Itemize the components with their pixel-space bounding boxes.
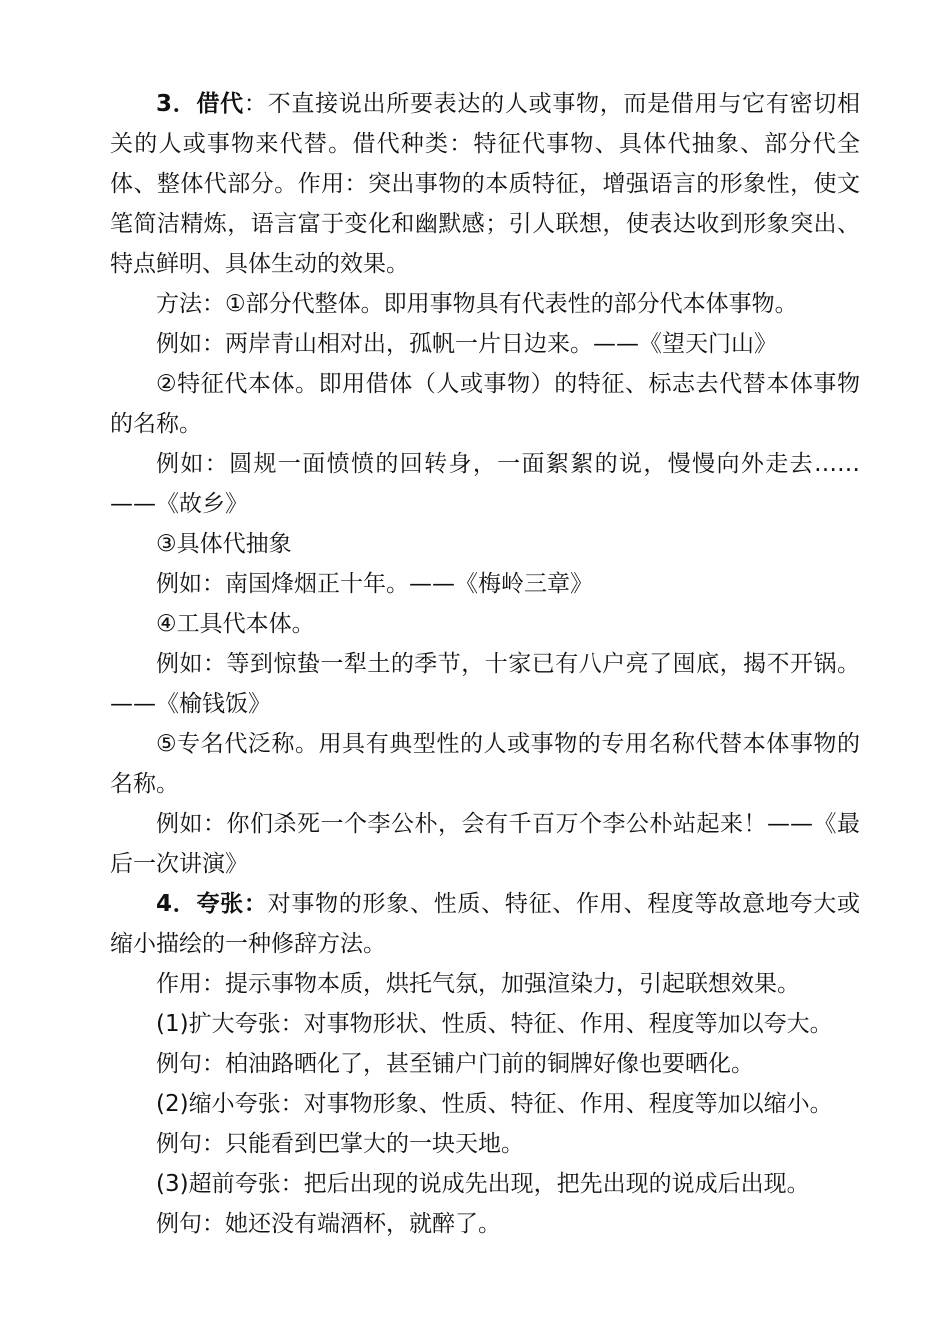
hyperbole-effect: 作用：提示事物本质，烘托气氛，加强渲染力，引起联想效果。 [156,971,800,997]
document-page [110,84,860,1244]
hyperbole-definition-text: 对事物的形象、性质、特征、作用、程度等故意地夸大或缩小描绘的一种修辞方法。 [110,891,860,957]
metonymy-definition-text: ：不直接说出所要表达的人或事物，而是借用与它有密切相关的人或事物来代替。借代种类：特征代事物、具体代抽象、部分代全体、整体代部分。作用：突出事物的本质特征，增强语言的形象性，使文笔简洁精炼，语言富于变化和幽默感；引人联想，使表达收到形象突出、特点鲜明、具体生动的效果。 [110,91,860,277]
method-5: ⑤专名代泛称。用具有典型性的人或事物的专用名称代替本体事物的名称。 [110,731,860,797]
example-3: 例如：南国烽烟正十年。——《梅岭三章》 [156,571,593,597]
example-1: 例如：两岸青山相对出，孤帆一片日边来。——《望天门山》 [156,331,777,357]
method-4: ④工具代本体。 [156,611,315,637]
hyperbole-example-3: 例句：她还没有端酒杯，就醉了。 [156,1211,501,1237]
example-5: 例如：你们杀死一个李公朴，会有千百万个李公朴站起来！——《最后一次讲演》 [110,811,860,877]
method-2: ②特征代本体。即用借体（人或事物）的特征、标志去代替本体事物的名称。 [110,371,860,437]
example-2: 例如：圆规一面愤愤的回转身，一面絮絮的说，慢慢向外走去……——《故乡》 [110,451,860,517]
hyperbole-example-1: 例句：柏油路晒化了，甚至铺户门前的铜牌好像也要晒化。 [156,1051,754,1077]
example-4: 例如：等到惊蛰一犁土的季节，十家已有八户亮了囤底，揭不开锅。——《榆钱饭》 [110,651,860,717]
hyperbole-example-2: 例句：只能看到巴掌大的一块天地。 [156,1131,524,1157]
method-3: ③具体代抽象 [156,531,292,557]
hyperbole-type-1: (1)扩大夸张：对事物形状、性质、特征、作用、程度等加以夸大。 [156,1011,833,1037]
method-1: 方法：①部分代整体。即用事物具有代表性的部分代本体事物。 [156,291,798,317]
metonymy-heading: 3．借代 [156,91,244,117]
hyperbole-definition [110,884,860,964]
metonymy-definition [110,84,860,284]
hyperbole-type-3: (3)超前夸张：把后出现的说成先出现，把先出现的说成后出现。 [156,1171,810,1197]
hyperbole-type-2: (2)缩小夸张：对事物形象、性质、特征、作用、程度等加以缩小。 [156,1091,833,1117]
hyperbole-heading: 4．夸张： [156,891,268,917]
